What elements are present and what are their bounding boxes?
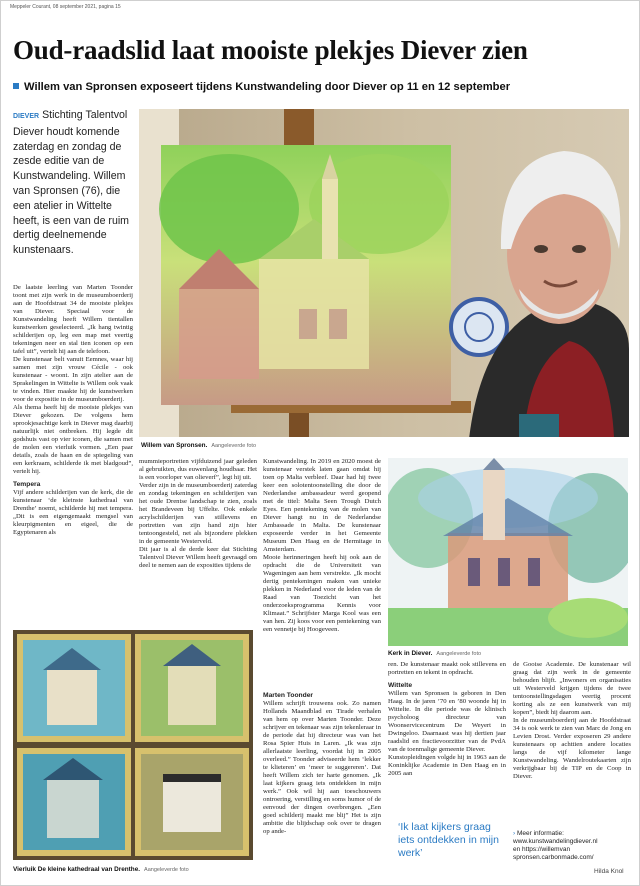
paragraph: mummieportretten vijfduizend jaar geleden al gebruikten, dus euwenlang houdbaar. Het is een voorloper van olieverf”, legt hij uit. [139, 458, 257, 481]
article-column-1 [13, 284, 133, 627]
paragraph: In de museumboerderij aan de Hoofdstraat 34 is ook werk te zien van Marc de Jong en Levien Drost. Verder exposeren 29 andere kunstenaars op achttien andere locaties langs de vijf kilometer lange Kunstwandeling. Wandelroutekaarten zijn verkrijgbaar bij de TIP en de Coop in Diever. [513, 717, 631, 780]
lead-paragraph [13, 108, 133, 258]
author-byline: Hilda Knol [594, 868, 624, 875]
paragraph: Mooie herinneringen heeft hij ook aan de opdracht die de Universiteit van Wageningen aan hem verstrekte. „Ik mocht dertig pentekeningen maken van unieke plekken in Nederland voor de leden van de Raad van Toezicht van het onderzoeksprogramma Kennis voor Klimaat.” Schrijfster Marga Kool was een van hen. Zij koos voor een pentekening van een vennetje bij Hoogeveen. [263, 554, 381, 633]
article-column-5 [388, 661, 506, 817]
dateline: DIEVER [13, 113, 40, 120]
article-column-2 [139, 458, 257, 626]
section-heading: Tempera [13, 481, 41, 488]
more-info-link-2a[interactable]: en https://willemvan [513, 846, 571, 853]
main-photo-image [139, 109, 629, 437]
church-painting [388, 458, 628, 646]
church-caption-text: Kerk in Diever. [388, 650, 433, 657]
article-column-3 [263, 458, 381, 683]
church-caption [388, 650, 481, 657]
church-painting-image [388, 458, 628, 646]
subheadline-text: Willem van Spronsen exposeert tijdens Kunstwandeling door Diever op 11 en 12 september [24, 81, 511, 93]
article-column-6 [513, 661, 631, 821]
paragraph: Willem van Spronsen is geboren in Den Haag. In de jaren ’70 en ’80 woonde hij in Wittelte. In die periode was de klinisch psycholoog directeur van Woonservicecentrum De Weyert in Dwingeloo. Daarnaast was hij dertien jaar raadslid en fractievoorzitter van de PvdA van de toenmalige gemeente Diever. [388, 690, 506, 753]
more-info [513, 830, 633, 862]
quad-painting-image [13, 630, 253, 860]
main-photo-caption [141, 442, 256, 449]
paragraph: Vijf andere schilderijen van de kerk, die de kunstenaar ‘de kleinste kathedraal van Drenthe’ noemt, schilderde hij met tempera. „Dit is een eigengemaakt mengsel van kleurpigmenten en eigeel, die de Egyptenaren als [13, 489, 133, 536]
quad-caption [13, 866, 189, 873]
paragraph: Kunstopleidingen volgde hij in 1963 aan de Koninklijke Academie in Den Haag en in 2005 aan [388, 754, 506, 777]
more-info-label: Meer informatie: [516, 830, 564, 837]
more-info-link-1[interactable]: www.kunstwandelingdiever.nl [513, 838, 598, 845]
section-heading: Marten Toonder [263, 692, 314, 699]
pull-quote: ‘Ik laat kijkers graag iets ontdekken in mijn werk’ [398, 821, 499, 859]
arrow-right-icon: › [513, 830, 516, 837]
article-column-4 [263, 687, 381, 877]
section-heading: Wittelte [388, 682, 413, 689]
main-photo-caption-text: Willem van Spronsen. [141, 442, 208, 449]
paragraph: Verder zijn in de museumboerderij zaterdag en zondag tekeningen en schilderijen van het oude Drentse landschap te zien, zoals het Brandeveen bij Uffelte. Ook enkele acrylschilderijen van stillevens en portretten van zijn hand zijn hier tentoongesteld, net als bijzondere plekken in de gemeente Westerveld. [139, 482, 257, 545]
quad-caption-text: Vierluik De kleine kathedraal van Drenthe. [13, 866, 141, 873]
paragraph: De laatste leerling van Marten Toonder toont met zijn werk in de museumboerderij aan de Hoofdstraat 34 de mooiste plekjes van Diever. Speciaal voor de Kunstwandeling heeft Willem tientallen kunstwerken geselecteerd. „Ik hang twintig schilderijen op, leg een map met veertig tekeningen neer en stal tien iconen op een tafel uit”, vertelt hij aan de telefoon. [13, 284, 133, 355]
paragraph: Willem schrijft trouwens ook. Zo namen Hollands Maandblad en Tirade verhalen van hem op over Marten Toonder. Deze schrijver en tekenaar was zijn tekenleraar in de periode dat hij directeur was van het Rosa Spier Huis in Laren. „Ik was zijn allerlaatste leerling, voordat hij in 2005 overleed.” Toonder adviseerde hem ‘lekker te klieteren’ en ‘meer te suggereren’. Dat heeft Willem zich ter harte genomen. „Ik laat kijkers graag iets ontdekken in mijn werk.” Ook wil hij aan toeschouwers ontroering, verstilling en soms humor of de eenvoud der dingen overbrengen. „Een goed schilderij maakt me blij” Het is zijn ambitie die blijdschap ook over te dragen op ande- [263, 700, 381, 835]
paragraph: ren. De kunstenaar maakt ook stillevens en portretten en tekent in opdracht. [388, 661, 506, 676]
quad-credit: Aangeleverde foto [144, 867, 189, 873]
lead-text: Stichting Talentvol Diever houdt komende zaterdag en zondag de zesde editie van de Kunstwandeling. Willem van Spronsen (76), die een atelier in Wittelte heeft, is een van de ruim dertig deelnemende kunstenaars. [13, 109, 130, 257]
subheadline [13, 81, 510, 93]
more-info-link-2b[interactable]: spronsen.carbonmade.com/ [513, 854, 594, 861]
main-photo-credit: Aangeleverde foto [211, 443, 257, 449]
paragraph: De kunstenaar belt vanuit Eemnes, waar hij samen met zijn vrouw Cécile - ook kunstenaar - woont. In zijn atelier aan de Sprakelingen in Wittelte is Willem ook vaak te vinden. Hier maakte hij de kunstwerken voor de expositie in de museumboerderij. [13, 356, 133, 403]
bullet-square-icon [13, 83, 19, 89]
paragraph: Als thema heeft hij de mooiste plekjes van Diever gekozen. De volgens hem sprookjesachtige kerk in Diever mag daarbij natuurlijk niet ontbreken. Hij legde dit godshuis vast op vier iconen, die samen met de molen een vierluik vormen. „Een paar details, zoals de haan en de spiegeling van een kerkraam, schilderde ik met bladgoud”, vertelt hij. [13, 404, 133, 475]
paragraph: Dit jaar is al de derde keer dat Stichting Talentvol Diever Willem heeft gevraagd om deel te nemen aan de exposities tijdens de [139, 546, 257, 569]
main-photo [139, 109, 629, 437]
headline: Oud-raadslid laat mooiste plekjes Diever zien [13, 35, 528, 65]
paragraph: de Gooise Academie. De kunstenaar wil graag dat zijn werk in de gemeente behouden blijft. „Inwoners en organisaties uit Westerveld krijgen tijdens de twee tentoonstellingsdagen veertig procent korting als ze een kunstwerk van mij kopen”, biedt hij daarom aan. [513, 661, 631, 716]
source-line: Meppeler Courant, 08 september 2021, pagina 15 [10, 4, 121, 10]
church-credit: Aangeleverde foto [436, 651, 482, 657]
paragraph: Kunstwandeling. In 2019 en 2020 moest de kunstenaar verstek laten gaan omdat hij toen op Malta verbleef. Daar had hij twee keer een solotentoonstelling die door de Nederlandse ambassadeur werd geopend met de titel: Malta Seen Trough Dutch Eyes. Een pentekening van de molen van Diever hangt nu in de Nederlandse Ambassade in Malta. De kunstenaar exposeerde verder in het Gemeente Museum Den Haag en de Hermitage in Amsterdam. [263, 458, 381, 553]
quad-painting [13, 630, 253, 860]
